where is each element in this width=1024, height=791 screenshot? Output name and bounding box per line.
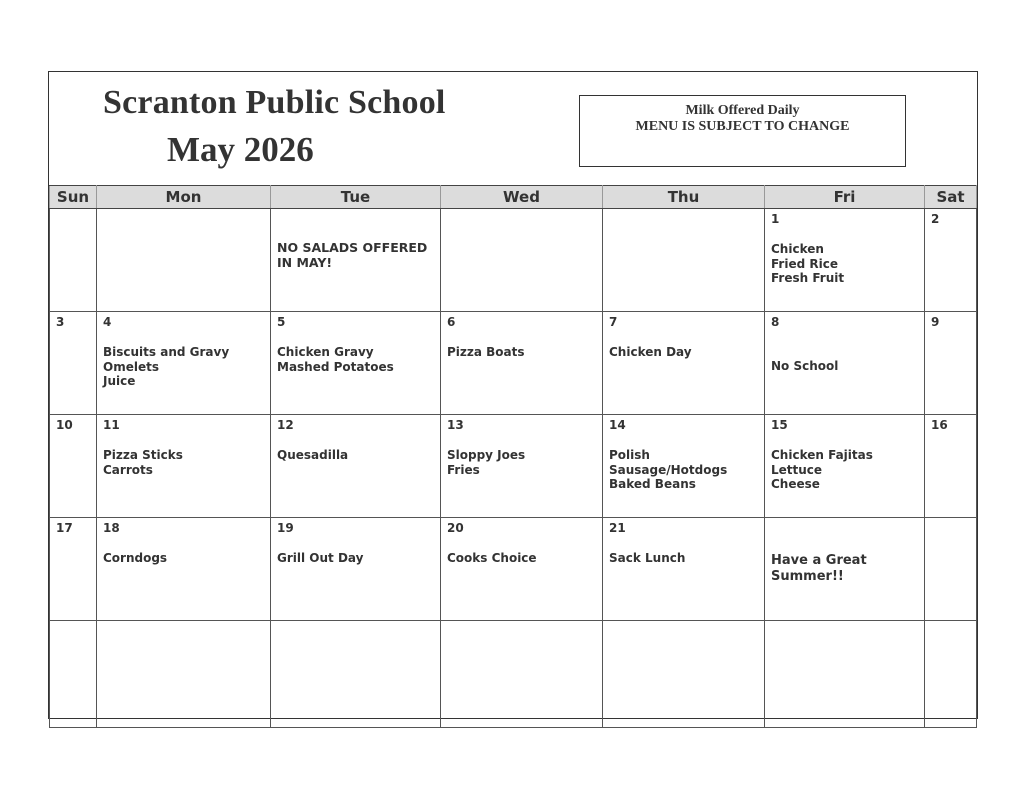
day-cell-may-11 bbox=[97, 415, 271, 518]
menu-items: Grill Out Day bbox=[277, 551, 364, 565]
menu-items: Polish Sausage/Hotdogs Baked Beans bbox=[609, 448, 728, 491]
no-salads-note: NO SALADS OFFERED IN MAY! bbox=[277, 240, 428, 270]
week-row-3 bbox=[50, 415, 977, 518]
no-school-note: No School bbox=[771, 359, 839, 373]
day-cell-may-10 bbox=[50, 415, 97, 518]
day-number: 2 bbox=[931, 212, 940, 226]
day-number: 14 bbox=[609, 418, 626, 432]
day-number: 8 bbox=[771, 315, 780, 329]
day-cell-may-12 bbox=[271, 415, 441, 518]
day-cell-may-14 bbox=[603, 415, 765, 518]
day-number: 12 bbox=[277, 418, 294, 432]
menu-items: Chicken Day bbox=[609, 345, 692, 359]
menu-items: Biscuits and Gravy Omelets Juice bbox=[103, 345, 230, 388]
day-cell-may-5 bbox=[271, 312, 441, 415]
day-cell-empty bbox=[925, 518, 977, 621]
day-cell-empty bbox=[50, 621, 97, 728]
day-cell-empty bbox=[50, 209, 97, 312]
menu-items: Chicken Fajitas Lettuce Cheese bbox=[771, 448, 873, 491]
day-cell-empty bbox=[441, 621, 603, 728]
day-cell-may-17 bbox=[50, 518, 97, 621]
day-number: 16 bbox=[931, 418, 948, 432]
day-number: 9 bbox=[931, 315, 940, 329]
day-number: 11 bbox=[103, 418, 120, 432]
weekday-sat: Sat bbox=[925, 186, 977, 209]
day-cell-may-2 bbox=[925, 209, 977, 312]
day-cell-may-20 bbox=[441, 518, 603, 621]
school-title: Scranton Public School bbox=[103, 84, 446, 121]
day-number: 21 bbox=[609, 521, 626, 535]
weekday-tue: Tue bbox=[271, 186, 441, 209]
weekday-mon: Mon bbox=[97, 186, 271, 209]
day-number: 7 bbox=[609, 315, 618, 329]
day-cell-may-6 bbox=[441, 312, 603, 415]
notice-change: MENU IS SUBJECT TO CHANGE bbox=[635, 119, 850, 134]
calendar-grid bbox=[49, 185, 977, 728]
menu-items: Quesadilla bbox=[277, 448, 349, 462]
day-cell-empty bbox=[97, 209, 271, 312]
menu-items: Pizza Sticks Carrots bbox=[103, 448, 183, 477]
day-cell-may-19 bbox=[271, 518, 441, 621]
day-cell-empty bbox=[97, 621, 271, 728]
weekday-sun: Sun bbox=[50, 186, 97, 209]
day-number: 3 bbox=[56, 315, 65, 329]
menu-items: Sloppy Joes Fries bbox=[447, 448, 526, 477]
menu-calendar-sheet bbox=[48, 71, 978, 719]
notice-box bbox=[579, 95, 906, 167]
menu-items: Pizza Boats bbox=[447, 345, 525, 359]
day-cell-may-4 bbox=[97, 312, 271, 415]
menu-items: Cooks Choice bbox=[447, 551, 537, 565]
weekday-thu: Thu bbox=[603, 186, 765, 209]
day-number: 13 bbox=[447, 418, 464, 432]
day-cell-empty bbox=[765, 621, 925, 728]
day-cell-may-1 bbox=[765, 209, 925, 312]
day-number: 6 bbox=[447, 315, 456, 329]
day-number: 20 bbox=[447, 521, 464, 535]
day-cell-may-9 bbox=[925, 312, 977, 415]
day-cell-empty bbox=[441, 209, 603, 312]
day-number: 17 bbox=[56, 521, 73, 535]
day-cell-summer-note bbox=[765, 518, 925, 621]
day-number: 18 bbox=[103, 521, 120, 535]
calendar-header bbox=[49, 72, 977, 185]
week-row-2 bbox=[50, 312, 977, 415]
day-cell-may-7 bbox=[603, 312, 765, 415]
menu-items: Chicken Fried Rice Fresh Fruit bbox=[771, 242, 845, 285]
day-cell-empty bbox=[603, 621, 765, 728]
day-cell-may-16 bbox=[925, 415, 977, 518]
day-cell-empty bbox=[925, 621, 977, 728]
weekday-header-row bbox=[50, 186, 977, 209]
day-cell-may-13 bbox=[441, 415, 603, 518]
day-cell-may-21 bbox=[603, 518, 765, 621]
day-cell-may-18 bbox=[97, 518, 271, 621]
weekday-fri: Fri bbox=[765, 186, 925, 209]
summer-note: Have a Great Summer!! bbox=[771, 553, 867, 584]
day-number: 10 bbox=[56, 418, 73, 432]
day-number: 5 bbox=[277, 315, 286, 329]
week-row-4 bbox=[50, 518, 977, 621]
day-cell-empty bbox=[271, 621, 441, 728]
weekday-wed: Wed bbox=[441, 186, 603, 209]
notice-milk: Milk Offered Daily bbox=[685, 103, 800, 118]
day-number: 15 bbox=[771, 418, 788, 432]
day-cell-empty bbox=[603, 209, 765, 312]
week-row-1 bbox=[50, 209, 977, 312]
day-number: 4 bbox=[103, 315, 112, 329]
menu-items: Chicken Gravy Mashed Potatoes bbox=[277, 345, 394, 374]
day-cell-may-15 bbox=[765, 415, 925, 518]
day-cell-may-3 bbox=[50, 312, 97, 415]
week-row-5 bbox=[50, 621, 977, 728]
day-cell-note bbox=[271, 209, 441, 312]
day-cell-may-8 bbox=[765, 312, 925, 415]
day-number: 1 bbox=[771, 212, 780, 226]
menu-items: Corndogs bbox=[103, 551, 168, 565]
menu-items: Sack Lunch bbox=[609, 551, 686, 565]
month-title: May 2026 bbox=[167, 130, 314, 169]
day-number: 19 bbox=[277, 521, 294, 535]
